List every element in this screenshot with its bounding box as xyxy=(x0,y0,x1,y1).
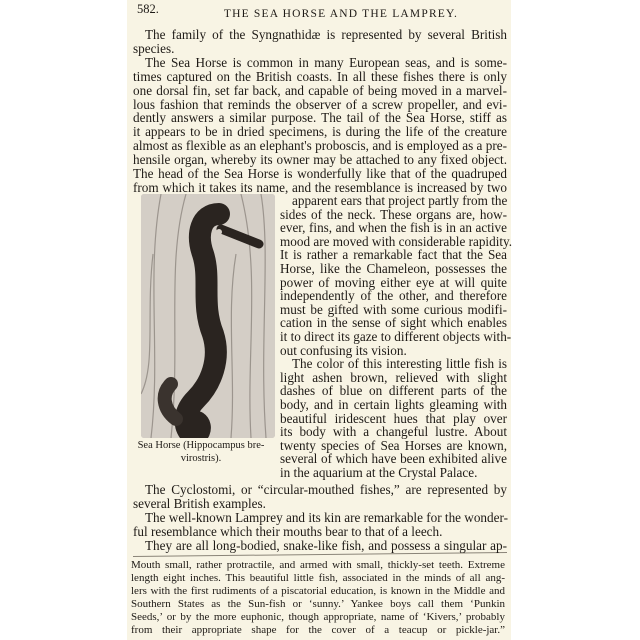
text-line: almost as flexible as an elephant's proboscis, and is employed as a pre- xyxy=(133,138,507,154)
text-line: They are all long-bodied, snake-like fish, and possess a singular ap- xyxy=(145,537,507,553)
text-line: The Sea Horse is common in many European seas, and is some- xyxy=(145,54,507,70)
text-line: must be gifted with some curious modifi- xyxy=(280,301,507,317)
text-line: The well-known Lamprey and its kin are remarkable for the wonder- xyxy=(145,509,508,525)
figure-caption-line-2: virostris). xyxy=(180,453,222,464)
text-line: from which it takes its name, and the resemblance is increased by two xyxy=(133,179,507,195)
page-number: 582. xyxy=(137,2,159,16)
text-line: power of moving either eye at will quite xyxy=(280,274,507,290)
text-line: light ashen brown, relieved with slight xyxy=(280,369,507,385)
sea-horse-illustration xyxy=(141,194,275,438)
text-line: dently answers a similar purpose. The tail of the Sea Horse, stiff as xyxy=(133,110,507,126)
book-page xyxy=(127,0,511,640)
text-line: It is rather a remarkable fact that the Sea xyxy=(280,247,507,263)
text-line: hensile organ, whereby its owner may be attached to any fixed object. xyxy=(133,152,507,168)
text-line: apparent ears that project partly from the xyxy=(292,193,508,208)
page-header xyxy=(137,2,505,18)
text-line: sides of the neck. These organs are, how- xyxy=(280,206,507,222)
text-line: twenty species of Sea Horses are known, xyxy=(280,437,507,453)
footnote-line: Seeds,’ or by the more euphonic, though appropriate, name of ‘Kivers,’ probably xyxy=(131,611,505,623)
text-line: Horse, like the Chameleon, possesses the xyxy=(280,261,507,276)
footnote-line: length eight inches. This beautiful little fish, associated in the minds of all ang- xyxy=(131,572,505,584)
text-line: cation in the sense of sight which enables xyxy=(280,315,507,331)
text-line: dashes of blue on different parts of the xyxy=(280,383,507,399)
text-line: lous fashion that reminds the observer of a screw propeller, and evi- xyxy=(133,96,507,112)
text-line: times captured on the British coasts. In all these fishes there is only xyxy=(133,68,507,84)
text-line: it to direct its gaze to different objects with- xyxy=(280,329,512,344)
text-line: The Cyclostomi, or “circular-mouthed fishes,” are represented by xyxy=(145,482,507,497)
footnote-line: Southern States as the Sun-fish or ‘sunny.’ Yankee boys call them ‘Punkin xyxy=(131,598,505,610)
text-line: several of which have been exhibited alive xyxy=(280,451,507,467)
footnote-divider xyxy=(133,552,507,557)
text-line: its body with a changeful lustre. About xyxy=(280,424,507,440)
footnote-line: from their appropriate shape for the cover of a teacup or pickle-jar.” xyxy=(131,624,505,636)
text-line: ever, fins, and when the fish is in an active xyxy=(280,220,507,236)
text-line: The family of the Syngnathidæ is represented by several British xyxy=(145,27,507,42)
text-line: independently of the other, and therefore xyxy=(280,288,507,304)
text-line: one dorsal fin, set far back, and capable of being moved in a marvel- xyxy=(133,82,507,98)
text-line: ful resemblance which their mouths bear to that of a leech. xyxy=(133,523,443,539)
text-line: species. xyxy=(133,40,175,56)
figure-caption-line-1: Sea Horse (Hippocampus bre- xyxy=(137,440,265,451)
text-line: it appears to be in dried specimens, is during the life of the creature xyxy=(133,124,507,140)
text-line: The color of this interesting little fish is xyxy=(292,356,507,372)
text-line: The head of the Sea Horse is wonderfully like that of the quadruped xyxy=(133,166,507,181)
text-line: several British examples. xyxy=(133,495,266,511)
text-line: in the aquarium at the Crystal Palace. xyxy=(280,465,478,480)
text-line: body, and in certain lights gleaming with xyxy=(280,397,507,412)
text-line: beautiful iridescent hues that play over xyxy=(280,410,507,426)
footnote-line: Mouth small, rather protractile, and armed with small, thickly-set teeth. Extreme xyxy=(131,559,505,571)
running-title: THE SEA HORSE AND THE LAMPREY. xyxy=(223,8,459,20)
text-line: out confusing its vision. xyxy=(280,342,407,358)
text-line: mood are moved with considerable rapidity. xyxy=(280,233,513,249)
footnote-line: lers with the first rudiments of a piscatorial education, is known in the Middle and xyxy=(131,585,505,597)
